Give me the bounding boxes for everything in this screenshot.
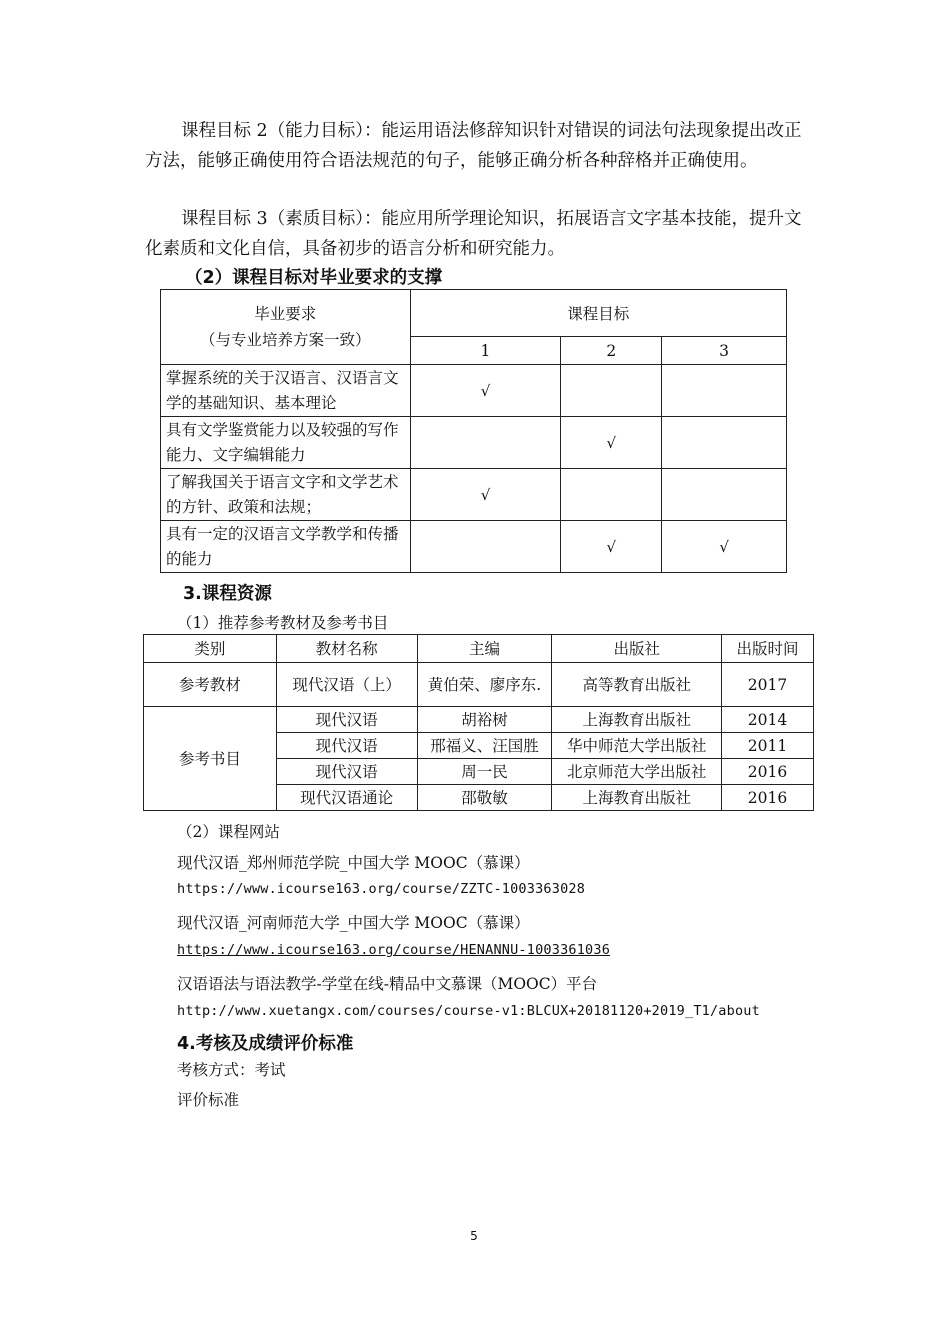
requirement-cell: 具有一定的汉语言文学教学和传播的能力 <box>161 521 411 573</box>
support-table <box>160 289 787 573</box>
empty-cell <box>662 417 787 469</box>
col-header-editor: 主编 <box>417 635 552 663</box>
table-row <box>161 365 787 417</box>
requirement-cell: 具有文学鉴赏能力以及较强的写作能力、文字编辑能力 <box>161 417 411 469</box>
book-year: 2016 <box>722 785 814 811</box>
header-requirement-line1: 毕业要求 <box>254 305 317 323</box>
book-editor: 邵敬敏 <box>417 785 552 811</box>
book-editor: 邢福义、汪国胜 <box>417 733 552 759</box>
book-name: 现代汉语 <box>276 733 417 759</box>
book-publisher: 上海教育出版社 <box>552 707 722 733</box>
header-requirement-line2: （与专业培养方案一致） <box>200 331 371 349</box>
check-mark: √ <box>561 521 662 573</box>
empty-cell <box>662 365 787 417</box>
support-heading: （2）课程目标对毕业要求的支撑 <box>185 268 443 288</box>
site3-title: 汉语语法与语法教学-学堂在线-精品中文慕课（MOOC）平台 <box>177 975 598 993</box>
book-name: 现代汉语 <box>276 707 417 733</box>
goal-number-1: 1 <box>410 337 561 365</box>
book-publisher: 华中师范大学出版社 <box>552 733 722 759</box>
book-editor: 周一民 <box>417 759 552 785</box>
assessment-method: 考核方式：考试 <box>177 1061 286 1079</box>
book-publisher: 高等教育出版社 <box>552 663 722 707</box>
table-row <box>144 707 814 733</box>
book-editor: 黄伯荣、廖序东. <box>417 663 552 707</box>
book-year: 2017 <box>722 663 814 707</box>
table-row <box>161 469 787 521</box>
empty-cell <box>662 469 787 521</box>
websites-subheading: （2）课程网站 <box>177 823 280 841</box>
site3-url-link[interactable]: http://www.xuetangx.com/courses/course-v1:BLCUX+20181120+2019_T1/about <box>177 1003 760 1019</box>
col-header-year: 出版时间 <box>722 635 814 663</box>
book-name: 现代汉语 <box>276 759 417 785</box>
header-goals: 课程目标 <box>410 290 786 337</box>
books-table <box>143 634 814 811</box>
empty-cell <box>561 365 662 417</box>
book-name: 现代汉语（上） <box>276 663 417 707</box>
col-header-category: 类别 <box>144 635 277 663</box>
empty-cell <box>561 469 662 521</box>
table-row <box>161 417 787 469</box>
check-mark: √ <box>561 417 662 469</box>
book-year: 2011 <box>722 733 814 759</box>
requirement-cell: 掌握系统的关于汉语言、汉语言文学的基础知识、基本理论 <box>161 365 411 417</box>
assessment-criteria: 评价标准 <box>177 1091 240 1109</box>
site1-url-link[interactable]: https://www.icourse163.org/course/ZZTC-1003363028 <box>177 881 586 897</box>
book-year: 2016 <box>722 759 814 785</box>
book-name: 现代汉语通论 <box>276 785 417 811</box>
paragraph-goal2: 课程目标 2（能力目标）：能运用语法修辞知识针对错误的词法句法现象提出改正方法，能够正确使用符合语法规范的句子，能够正确分析各种辞格并正确使用。 <box>145 121 802 171</box>
site1-title: 现代汉语_郑州师范学院_中国大学 MOOC（慕课） <box>177 854 530 872</box>
table-row <box>144 663 814 707</box>
page-number: 5 <box>470 1229 478 1243</box>
books-subheading: （1）推荐参考教材及参考书目 <box>177 614 389 632</box>
col-header-publisher: 出版社 <box>552 635 722 663</box>
book-publisher: 北京师范大学出版社 <box>552 759 722 785</box>
resources-heading: 3.课程资源 <box>183 584 272 604</box>
col-header-name: 教材名称 <box>276 635 417 663</box>
category-references: 参考书目 <box>144 707 277 811</box>
site2-url-link[interactable]: https://www.icourse163.org/course/HENANNU-1003361036 <box>177 942 611 958</box>
header-requirement <box>161 290 411 365</box>
check-mark: √ <box>662 521 787 573</box>
paragraph-goal3: 课程目标 3（素质目标）：能应用所学理论知识，拓展语言文字基本技能，提升文化素质和文化自信，具备初步的语言分析和研究能力。 <box>145 209 802 259</box>
empty-cell <box>410 417 561 469</box>
book-year: 2014 <box>722 707 814 733</box>
book-publisher: 上海教育出版社 <box>552 785 722 811</box>
assessment-heading: 4.考核及成绩评价标准 <box>177 1034 354 1054</box>
goal-number-3: 3 <box>662 337 787 365</box>
book-editor: 胡裕树 <box>417 707 552 733</box>
check-mark: √ <box>410 365 561 417</box>
check-mark: √ <box>410 469 561 521</box>
category-textbook: 参考教材 <box>144 663 277 707</box>
site2-title: 现代汉语_河南师范大学_中国大学 MOOC（慕课） <box>177 914 530 932</box>
empty-cell <box>410 521 561 573</box>
table-row <box>161 521 787 573</box>
requirement-cell: 了解我国关于语言文字和文学艺术的方针、政策和法规； <box>161 469 411 521</box>
goal-number-2: 2 <box>561 337 662 365</box>
